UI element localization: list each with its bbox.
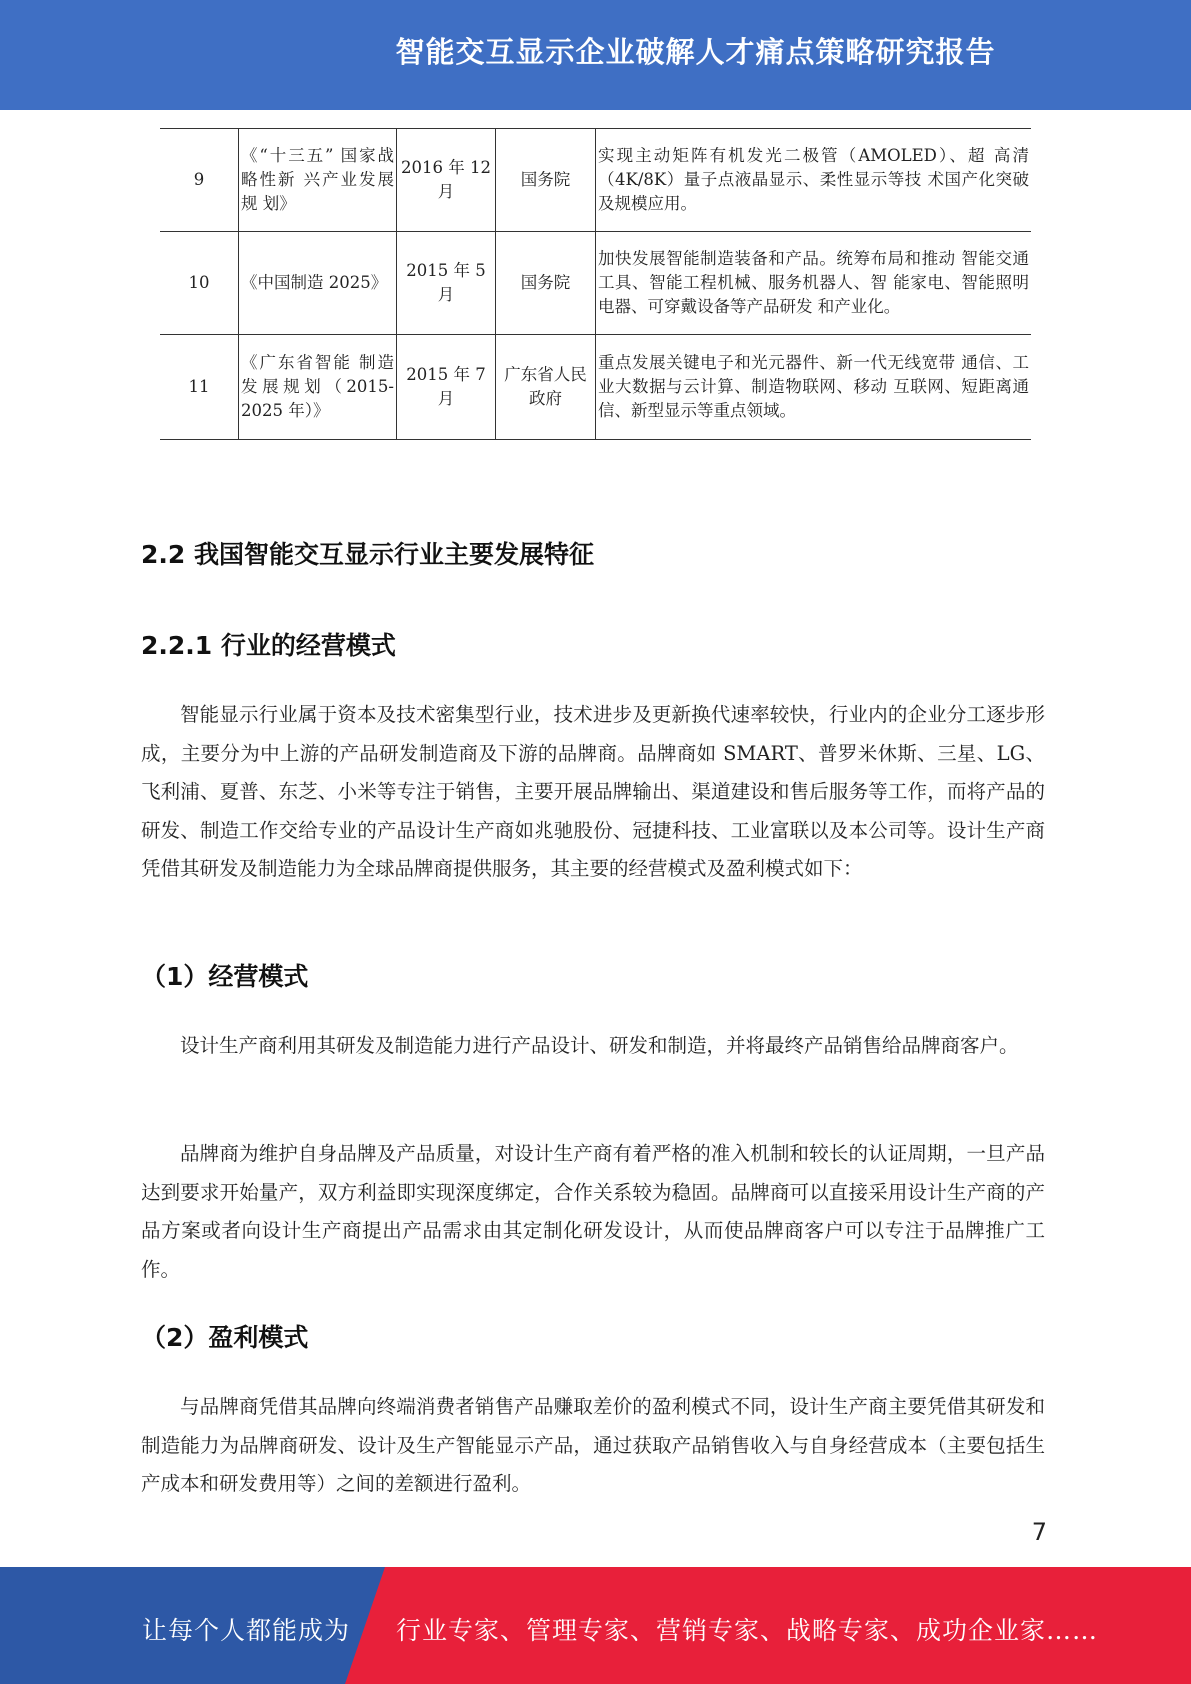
brand-paragraph: 品牌商为维护自身品牌及产品质量，对设计生产商有着严格的准入机制和较长的认证周期，一旦产品达到要求开始量产，双方利益即实现深度绑定，合作关系较为稳固。品牌商可以直接采用设计生产商的产品方案或者向设计生产商提出产品需求由其定制化研发设计，从而使品牌商客户可以专注于品牌推广工作。 bbox=[141, 1142, 1045, 1281]
table-row bbox=[160, 335, 1031, 440]
heading-business-model: （1）经营模式 bbox=[141, 962, 309, 991]
policy-description: 实现主动矩阵有机发光二极管（AMOLED）、超 高清（4K/8K）量子点液晶显示、柔性显示等技 术国产化突破及规模应用。 bbox=[596, 129, 1032, 232]
issue-date: 2015 年 5 月 bbox=[397, 232, 496, 335]
page-header bbox=[0, 0, 1191, 110]
policy-description: 加快发展智能制造装备和产品。统筹布局和推动 智能交通工具、智能工程机械、服务机器人、智 能家电、智能照明电器、可穿戴设备等产品研发 和产业化。 bbox=[596, 232, 1032, 335]
issue-date: 2015 年 7 月 bbox=[397, 335, 496, 440]
business-model-paragraph: 设计生产商利用其研发及制造能力进行产品设计、研发和制造，并将最终产品销售给品牌商客户。 bbox=[180, 1034, 1019, 1057]
issuing-body: 国务院 bbox=[496, 129, 596, 232]
page-footer bbox=[0, 1567, 1191, 1684]
policy-name: 《中国制造 2025》 bbox=[239, 232, 397, 335]
policy-description: 重点发展关键电子和光元器件、新一代无线宽带 通信、工业大数据与云计算、制造物联网、移动 互联网、短距离通信、新型显示等重点领域。 bbox=[596, 335, 1032, 440]
subsection-heading: 2.2.1 行业的经营模式 bbox=[141, 631, 396, 660]
footer-slogan-right: 行业专家、管理专家、营销专家、战略专家、成功企业家…… bbox=[396, 1616, 1099, 1645]
policy-table bbox=[160, 128, 1031, 440]
row-number: 10 bbox=[160, 232, 239, 335]
report-title: 智能交互显示企业破解人才痛点策略研究报告 bbox=[395, 35, 996, 69]
row-number: 9 bbox=[160, 129, 239, 232]
policy-name: 《“十三五” 国家战略性新 兴产业发展规 划》 bbox=[239, 129, 397, 232]
heading-profit-model: （2）盈利模式 bbox=[141, 1323, 309, 1352]
issue-date: 2016 年 12 月 bbox=[397, 129, 496, 232]
issuing-body: 广东省人民政府 bbox=[496, 335, 596, 440]
issuing-body: 国务院 bbox=[496, 232, 596, 335]
intro-paragraph: 智能显示行业属于资本及技术密集型行业，技术进步及更新换代速率较快，行业内的企业分工逐步形成，主要分为中上游的产品研发制造商及下游的品牌商。品牌商如 SMART、普罗米休斯、三星、LG、飞利浦、夏普、东芝、小米等专注于销售，主要开展品牌输出、渠道建设和售后服务等工作，而将产品的研发、制造工作交给专业的产品设计生产商如兆驰股份、冠捷科技、工业富联以及本公司等。设计生产商凭借其研发及制造能力为全球品牌商提供服务，其主要的经营模式及盈利模式如下： bbox=[141, 703, 1045, 880]
table-row bbox=[160, 129, 1031, 232]
profit-model-paragraph: 与品牌商凭借其品牌向终端消费者销售产品赚取差价的盈利模式不同，设计生产商主要凭借其研发和制造能力为品牌商研发、设计及生产智能显示产品，通过获取产品销售收入与自身经营成本（主要包括生产成本和研发费用等）之间的差额进行盈利。 bbox=[141, 1395, 1045, 1495]
section-heading: 2.2 我国智能交互显示行业主要发展特征 bbox=[141, 540, 594, 569]
footer-slogan-left: 让每个人都能成为 bbox=[142, 1616, 351, 1645]
page-number: 7 bbox=[1031, 1518, 1047, 1546]
table-row bbox=[160, 232, 1031, 335]
policy-name: 《广东省智能 制造发展规划（2015-2025 年）》 bbox=[239, 335, 397, 440]
row-number: 11 bbox=[160, 335, 239, 440]
